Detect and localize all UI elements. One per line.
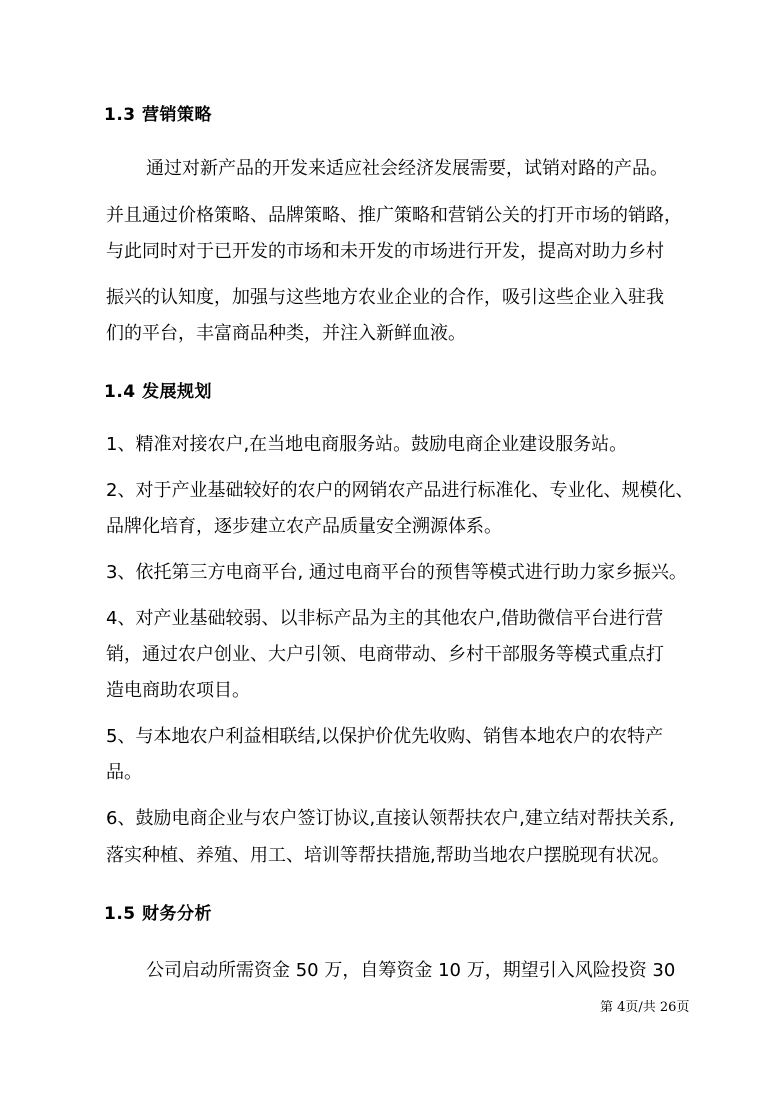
paragraph-line: 并且通过价格策略、品牌策略、推广策略和营销公关的打开市场的销路， <box>106 205 682 226</box>
section-heading-1-5: 1.5 财务分析 <box>104 904 213 924</box>
list-item-line: 品牌化培育，逐步建立农产品质量安全溯源体系。 <box>106 516 502 537</box>
list-item-line: 5、与本地农户利益相联结,以保护价优先收购、销售本地农户的农特产 <box>106 726 664 747</box>
list-item-line: 造电商助农项目。 <box>106 680 250 701</box>
list-item-line: 1、精准对接农户,在当地电商服务站。鼓励电商企业建设服务站。 <box>106 434 628 455</box>
list-item-line: 落实种植、养殖、用工、培训等帮扶措施,帮助当地农户摆脱现有状况。 <box>106 845 670 866</box>
list-item-line: 2、对于产业基础较好的农户的网销农产品进行标准化、专业化、规模化、 <box>106 480 694 501</box>
list-item-line: 品。 <box>106 762 142 783</box>
paragraph-line: 通过对新产品的开发来适应社会经济发展需要，试销对路的产品。 <box>146 158 668 179</box>
paragraph-line: 与此同时对于已开发的市场和未开发的市场进行开发，提高对助力乡村 <box>106 241 664 262</box>
list-item-line: 4、对产业基础较弱、以非标产品为主的其他农户,借助微信平台进行营 <box>106 608 664 629</box>
paragraph-line: 们的平台，丰富商品种类，并注入新鲜血液。 <box>106 323 466 344</box>
list-item-line: 6、鼓励电商企业与农户签订协议,直接认领帮扶农户,建立结对帮扶关系, <box>106 808 675 829</box>
section-heading-1-4: 1.4 发展规划 <box>104 382 213 402</box>
section-heading-1-3: 1.3 营销策略 <box>104 105 213 125</box>
paragraph-line: 振兴的认知度，加强与这些地方农业企业的合作，吸引这些企业入驻我 <box>106 287 664 308</box>
list-item-line: 3、依托第三方电商平台, 通过电商平台的预售等模式进行助力家乡振兴。 <box>106 562 687 583</box>
list-item-line: 销，通过农户创业、大户引领、电商带动、乡村干部服务等模式重点打 <box>106 644 664 665</box>
paragraph-line: 公司启动所需资金 50 万，自筹资金 10 万，期望引入风险投资 30 <box>146 960 676 981</box>
page-number-footer: 第 4页/共 26页 <box>600 1000 690 1015</box>
